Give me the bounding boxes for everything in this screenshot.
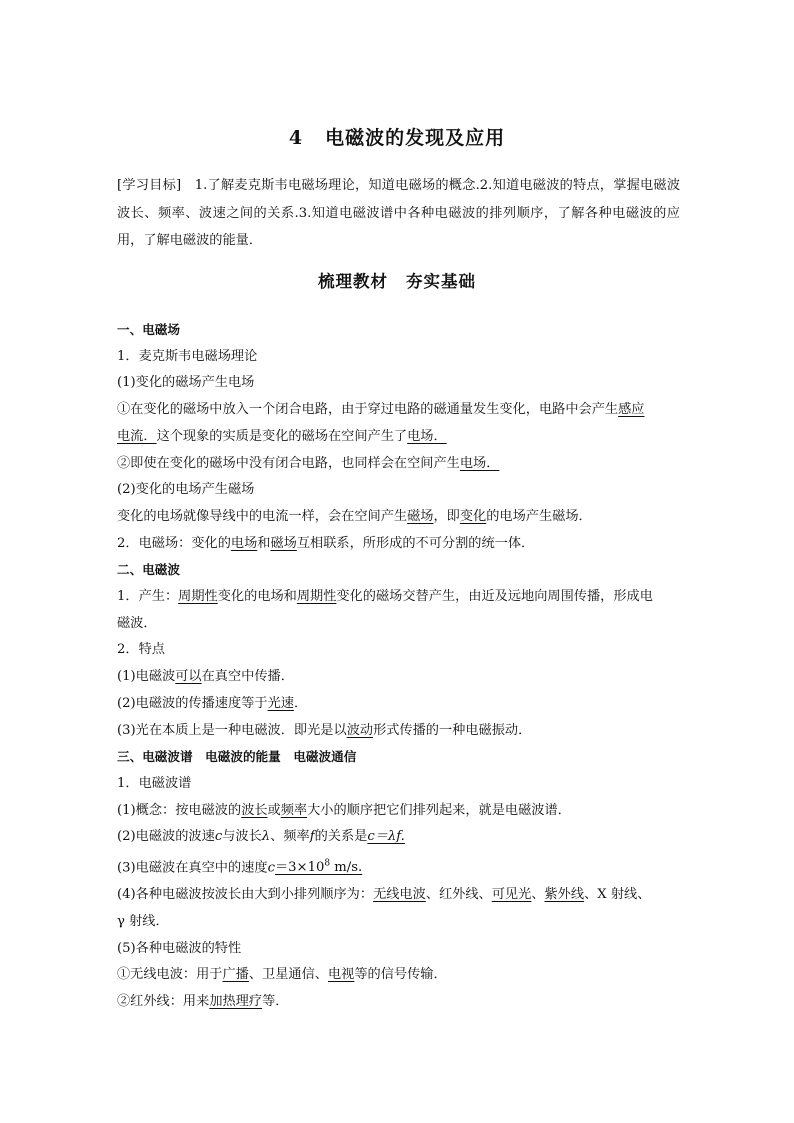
answer-blank: 光速 <box>267 695 294 711</box>
text: 、卫星通信、 <box>248 967 328 983</box>
text: ＝3×10 <box>274 860 325 876</box>
answer-blank: 电场． <box>407 428 447 444</box>
text: 、 <box>531 887 545 903</box>
para-8 <box>117 718 680 745</box>
text: ②即使在变化的磁场中没有闭合电路，也同样会在空间产生 <box>117 455 460 471</box>
answer-blank: 无线电波 <box>373 887 426 903</box>
title-text: 电磁波的发现及应用 <box>325 127 506 149</box>
text: 、红外线、 <box>425 887 492 903</box>
objectives-label: [学习目标] <box>117 178 182 193</box>
answer-blank: 广播 <box>222 967 249 983</box>
text: 、频率 <box>270 829 310 845</box>
text: (4)各种电磁波按波长由大到小排列顺序为： <box>117 887 374 903</box>
heading-em-wave: 二、电磁波 <box>117 562 180 578</box>
answer-blank: 周期性 <box>296 589 337 605</box>
text: (1)电磁波 <box>117 669 176 685</box>
text: 的电场产生磁场． <box>486 508 592 524</box>
page-title <box>0 123 794 150</box>
para-7 <box>117 691 680 718</box>
text: m/s. <box>330 860 363 876</box>
text: (3)光在本质上是一种电磁波．即光是以 <box>117 722 347 738</box>
answer-blank: 电流． <box>117 428 157 444</box>
text: 变化的电场和 <box>217 589 297 605</box>
para-13 <box>117 962 680 989</box>
answer-blank: 可以 <box>175 669 202 685</box>
answer-blank: 紫外线 <box>544 887 585 903</box>
section-heading <box>0 268 794 292</box>
para-4 <box>117 531 680 558</box>
text: 等的信号传输． <box>354 967 447 983</box>
section-heading-part1: 梳理教材 <box>318 272 388 291</box>
text: 和 <box>257 535 271 551</box>
text: (1)概念：按电磁波的 <box>117 802 242 818</box>
answer-blank: 频率 <box>280 802 308 818</box>
text: 这个现象的实质是变化的磁场在空间产生了 <box>156 428 408 444</box>
content-body <box>117 317 680 1016</box>
subheading-maxwell: 1．麦克斯韦电磁场理论 <box>117 348 258 364</box>
text: ①无线电波：用于 <box>117 967 223 983</box>
text: (2)电磁波的传播速度等于 <box>117 695 268 711</box>
text: (2)电磁波的波速 <box>117 829 215 845</box>
answer-blank: 波动 <box>346 722 374 738</box>
text: 、X 射线、 <box>584 887 651 903</box>
text: ，即 <box>433 508 460 524</box>
exponent: 8 <box>324 859 331 870</box>
answer-blank: c＝λf. <box>367 829 405 845</box>
para-10 <box>117 824 680 851</box>
text: 互相联系，所形成的不可分割的统一体． <box>296 535 535 551</box>
text: 变化的电场就像导线中的电流一样，会在空间产生 <box>117 508 408 524</box>
para-3 <box>117 504 680 531</box>
para-9 <box>117 798 680 825</box>
para-5a <box>117 584 680 611</box>
subheading-spectrum: 1．电磁波谱 <box>117 775 192 791</box>
text: (3)电磁波在真空中的速度 <box>117 860 268 876</box>
para-5b: 磁波． <box>117 615 157 631</box>
learning-objectives <box>117 172 680 255</box>
text: 在真空中传播． <box>201 669 294 685</box>
text: 与波长 <box>222 829 262 845</box>
para-12a <box>117 882 680 909</box>
para-12b: γ 射线． <box>117 913 169 929</box>
answer-blank: 磁场 <box>407 508 434 524</box>
para-6 <box>117 664 680 691</box>
answer-blank <box>275 860 362 875</box>
text: ①在变化的磁场中放入一个闭合电路，由于穿过电路的磁通量发生变化，电路中会产生 <box>117 402 619 418</box>
answer-blank: 波长 <box>241 802 268 818</box>
var-f: f <box>309 829 315 845</box>
text: 形式传播的一种电磁振动． <box>373 722 532 738</box>
item-changing-electric: (2)变化的电场产生磁场 <box>117 482 255 498</box>
text: 的关系是 <box>314 829 368 845</box>
title-number: 4 <box>288 127 304 149</box>
answer-blank: 周期性 <box>178 589 218 605</box>
answer-blank: 加热理疗 <box>209 993 263 1009</box>
answer-blank: 感应 <box>618 402 645 418</box>
text: 大小的顺序把它们排列起来，就是电磁波谱． <box>307 802 571 818</box>
text: 2．电磁场：变化的 <box>117 535 231 551</box>
heading-em-field: 一、电磁场 <box>117 322 180 337</box>
var-c: c <box>214 829 223 845</box>
text: ②红外线：用来 <box>117 993 210 1009</box>
para-1a <box>117 397 680 424</box>
text: ． <box>293 695 308 711</box>
answer-blank: 可见光 <box>491 887 532 903</box>
answer-blank: 磁场 <box>270 535 297 551</box>
text: 1．产生： <box>117 589 179 605</box>
objectives-text: 1.了解麦克斯韦电磁场理论，知道电磁场的概念.2.知道电磁波的特点，掌握电磁波波长、频率、波速之间的关系.3.知道电磁波谱中各种电磁波的排列顺序，了解各种电磁波的应用，了解电磁波的能量． <box>117 178 681 248</box>
heading-em-spectrum: 三、电磁波谱 电磁波的能量 电磁波通信 <box>117 749 357 765</box>
section-heading-part2: 夯实基础 <box>406 272 476 291</box>
para-11 <box>117 851 680 882</box>
item-changing-magnetic: (1)变化的磁场产生电场 <box>117 375 255 391</box>
para-2 <box>117 451 680 478</box>
answer-blank: 电视 <box>328 967 355 983</box>
answer-blank: 电场． <box>459 455 500 471</box>
text: 或 <box>267 802 281 818</box>
answer-blank: 变化 <box>459 508 487 524</box>
para-14 <box>117 989 680 1016</box>
var-lambda: λ <box>261 829 271 845</box>
answer-blank: 电场 <box>230 535 258 551</box>
text: 变化的磁场交替产生，由近及远地向周围传播，形成电 <box>336 589 653 605</box>
subheading-features: 2．特点 <box>117 642 165 658</box>
var-c: c <box>267 860 275 876</box>
text: 等． <box>262 993 289 1009</box>
para-1b <box>117 424 680 451</box>
subheading-properties: (5)各种电磁波的特性 <box>117 940 242 956</box>
